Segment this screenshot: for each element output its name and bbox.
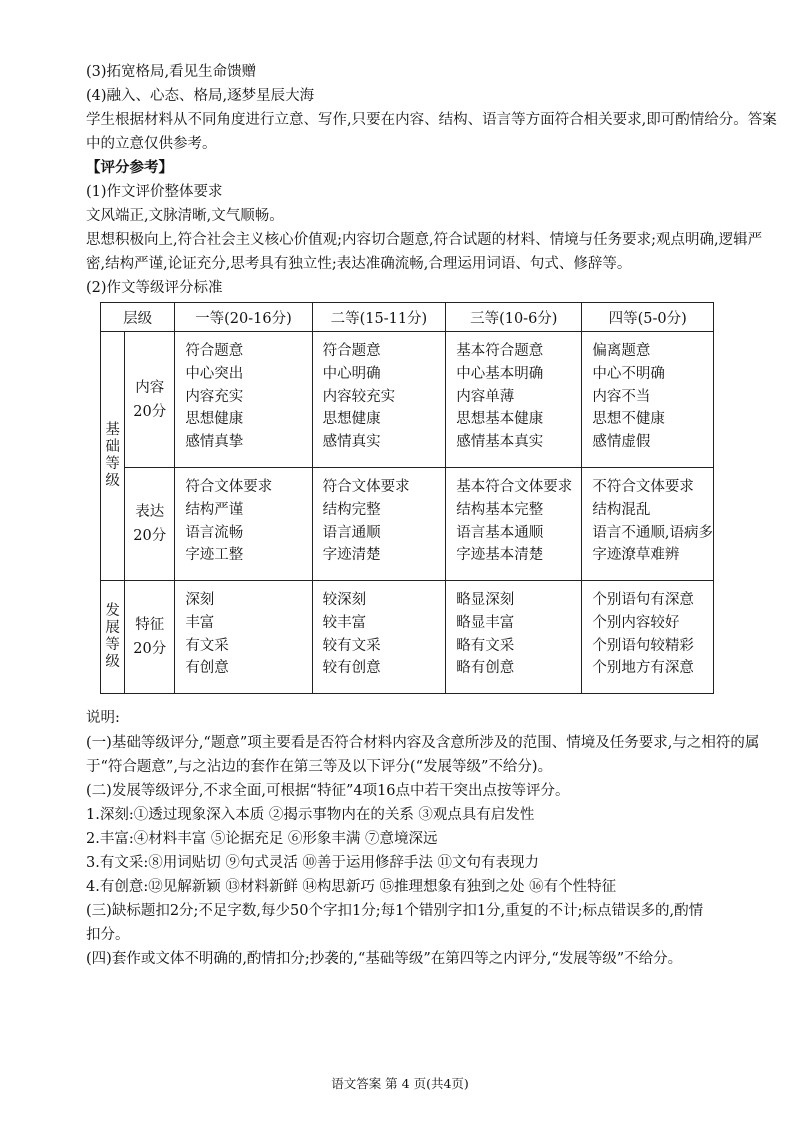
list-item: 思想健康	[185, 411, 244, 428]
row-label-content	[125, 332, 175, 468]
row-name: 内容	[135, 379, 165, 396]
list-item: 字迹清楚	[322, 547, 381, 564]
list-item: 较有创意	[322, 660, 381, 677]
list-item: 感情虚假	[592, 434, 651, 451]
detail-3: 3.有文采:⑧用词贴切 ⑨句式灵活 ⑩善于运用修辞手法 ⑪文句有表现力	[86, 855, 540, 871]
group-label-basic	[101, 332, 125, 581]
expression-grade-3	[446, 468, 582, 581]
list-item: 内容单薄	[456, 388, 515, 405]
list-item: 思想健康	[322, 411, 381, 428]
list-item: 中心突出	[185, 365, 244, 382]
list-item: 符合题意	[185, 343, 244, 359]
row-points: 20分	[133, 641, 167, 657]
intro-line-2: 中的立意仅供参考。	[86, 136, 217, 152]
list-item: 中心不明确	[592, 365, 665, 382]
detail-1: 1.深刻:①透过现象深入本质 ②揭示事物内在的关系 ③观点具有启发性	[86, 807, 535, 823]
table-header-row	[101, 303, 714, 332]
page-footer: 语文答案 第 4 页(共4页)	[331, 1076, 469, 1091]
row-label-expression	[125, 468, 175, 581]
feature-grade-3	[446, 581, 582, 694]
scoring-heading: 【评分参考】	[86, 159, 173, 176]
list-item: 有文采	[185, 637, 229, 654]
content-grade-3	[446, 332, 582, 468]
list-item: 感情真挚	[185, 434, 244, 451]
list-item: 较深刻	[322, 592, 367, 608]
list-item: 感情基本真实	[456, 434, 544, 451]
list-item: 结构混乱	[592, 501, 651, 518]
list-item: 较有文采	[322, 637, 381, 654]
list-item: 有创意	[185, 660, 229, 677]
feature-grade-4	[582, 581, 714, 694]
note-4: (四)套作或文体不明确的,酌情扣分;抄袭的,“基础等级”在第四等之内评分,“发展等级”不给分。	[86, 951, 683, 967]
header-grade-2: 二等(15-11分)	[312, 303, 446, 332]
list-item: 字迹潦草难辨	[592, 547, 680, 564]
overall-line-2: 思想积极向上,符合社会主义核心价值观;内容切合题意,符合试题的材料、情境与任务要求;观点明确,逻辑严	[86, 232, 763, 248]
item-3: (3)拓宽格局,看见生命馈赠	[86, 64, 257, 80]
list-item: 语言流畅	[185, 524, 244, 541]
list-item: 不符合文体要求	[592, 479, 694, 495]
list-item: 丰富	[185, 614, 215, 631]
group-label-development-text: 发展等级	[105, 603, 120, 670]
table-row-expression	[101, 468, 714, 581]
list-item: 基本符合题意	[456, 343, 544, 359]
list-item: 深刻	[185, 592, 215, 608]
list-item: 略有文采	[456, 637, 515, 654]
list-item: 内容不当	[592, 388, 651, 405]
header-grade-4: 四等(5-0分)	[582, 303, 714, 332]
note-1-line-2: 于“符合题意”,与之沾边的套作在第三等及以下评分(“发展等级”不给分)。	[86, 759, 553, 775]
table-row-feature	[101, 581, 714, 694]
row-label-feature	[125, 581, 175, 694]
item-4: (4)融入、心态、格局,逐梦星辰大海	[86, 88, 315, 104]
list-item: 个别地方有深意	[592, 660, 694, 677]
row-name: 特征	[135, 617, 165, 633]
list-item: 字迹基本清楚	[456, 547, 544, 564]
content-grade-4	[582, 332, 714, 468]
list-item: 符合题意	[322, 343, 381, 359]
list-item: 略显深刻	[456, 592, 515, 608]
list-item: 内容较充实	[322, 388, 396, 405]
standard-title: (2)作文等级评分标准	[86, 280, 223, 296]
list-item: 符合文体要求	[185, 479, 273, 495]
expression-grade-4	[582, 468, 714, 581]
detail-4: 4.有创意:⑫见解新颖 ⑬材料新鲜 ⑭构思新巧 ⑮推理想象有独到之处 ⑯有个性特征	[86, 879, 617, 895]
list-item: 基本符合文体要求	[456, 479, 573, 495]
feature-grade-2	[312, 581, 446, 694]
expression-grade-1	[175, 468, 312, 581]
group-label-development	[101, 581, 125, 694]
list-item: 字迹工整	[185, 547, 244, 564]
overall-line-3: 密,结构严谨,论证充分,思考具有独立性;表达准确流畅,合理运用词语、句式、修辞等。	[86, 256, 632, 272]
row-points: 20分	[133, 528, 167, 544]
list-item: 略显丰富	[456, 614, 515, 631]
content-grade-1	[175, 332, 312, 468]
header-grade-1: 一等(20-16分)	[175, 303, 312, 332]
list-item: 中心基本明确	[456, 365, 544, 382]
intro-line-1: 学生根据材料从不同角度进行立意、写作,只要在内容、结构、语言等方面符合相关要求,即可酌情给分。答案	[86, 112, 777, 128]
list-item: 略有创意	[456, 660, 515, 677]
list-item: 偏离题意	[592, 343, 651, 359]
list-item: 个别语句有深意	[592, 592, 694, 608]
expression-grade-2	[312, 468, 446, 581]
list-item: 结构完整	[322, 501, 381, 518]
overall-title: (1)作文评价整体要求	[86, 184, 223, 200]
table-row-content	[101, 332, 714, 468]
list-item: 中心明确	[322, 365, 381, 382]
list-item: 结构基本完整	[456, 501, 544, 518]
list-item: 较丰富	[322, 614, 367, 631]
header-grade-3: 三等(10-6分)	[446, 303, 582, 332]
list-item: 个别语句较精彩	[592, 637, 694, 654]
list-item: 符合文体要求	[322, 479, 410, 495]
header-level: 层级	[101, 303, 175, 332]
notes-title: 说明:	[86, 710, 120, 726]
list-item: 语言通顺	[322, 524, 381, 541]
detail-2: 2.丰富:④材料丰富 ⑤论据充足 ⑥形象丰满 ⑦意境深远	[86, 831, 438, 847]
group-label-basic-text: 基础等级	[105, 422, 120, 489]
row-points: 20分	[133, 403, 167, 420]
overall-line-1: 文风端正,文脉清晰,文气顺畅。	[86, 208, 284, 224]
note-3-line-1: (三)缺标题扣2分;不足字数,每少50个字扣1分;每1个错别字扣1分,重复的不计;标点错误多的,酌情	[86, 903, 704, 919]
list-item: 语言不通顺,语病多	[592, 524, 713, 541]
list-item: 语言基本通顺	[456, 524, 544, 541]
note-1-line-1: (一)基础等级评分,“题意”项主要看是否符合材料内容及含意所涉及的范围、情境及任务要求,与之相符的属	[86, 735, 760, 751]
list-item: 思想基本健康	[456, 411, 544, 428]
row-name: 表达	[135, 504, 165, 520]
note-3-line-2: 扣分。	[86, 927, 130, 943]
list-item: 内容充实	[185, 388, 244, 405]
list-item: 思想不健康	[592, 411, 665, 428]
list-item: 结构严谨	[185, 501, 244, 518]
grading-table	[100, 302, 714, 694]
feature-grade-1	[175, 581, 312, 694]
list-item: 感情真实	[322, 434, 381, 451]
list-item: 个别内容较好	[592, 614, 680, 631]
content-grade-2	[312, 332, 446, 468]
note-2: (二)发展等级评分,不求全面,可根据“特征”4项16点中若干突出点按等评分。	[86, 783, 570, 799]
